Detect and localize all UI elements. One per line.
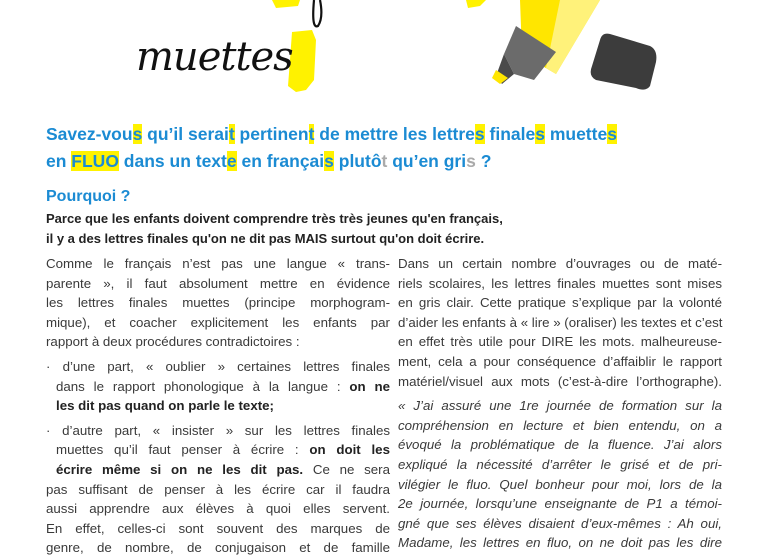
bold-text: on ne (349, 378, 390, 394)
text-line (398, 293, 722, 313)
text-line (398, 372, 722, 392)
text-line (46, 377, 390, 397)
fluo-letter: s (607, 124, 617, 144)
text-segment: en françai (236, 151, 325, 171)
text-line (398, 475, 722, 495)
fluo-letter: s (324, 151, 334, 171)
text-line (46, 480, 390, 500)
text-segment: dans un text (118, 151, 227, 171)
text-segment: muette (544, 124, 608, 144)
text-segment: genre, de nombre, de conjugaison et de famille (46, 540, 390, 556)
text-segment: de mettre les lettre (314, 124, 475, 144)
lead-line-2: il y a des lettres finales qu'on ne dit pas MAIS surtout qu'on doit écrire. (46, 231, 485, 246)
text-segment: · d’autre part, « insister » sur les lettres finales (46, 422, 390, 438)
text-segment: ? (475, 151, 492, 171)
text-line (46, 313, 390, 333)
text-line (398, 352, 722, 372)
title-line-1 (46, 124, 617, 145)
highlighter-marker-icon (492, 0, 656, 90)
bold-text: écrire même si on ne les dit pas. (56, 461, 304, 477)
section-heading: Pourquoi ? (46, 188, 131, 205)
bold-text: les dit pas quand on parle le texte; (56, 398, 274, 414)
cursive-word-muettes: muettes (136, 34, 293, 80)
text-segment: les lettres finales muettes (principe morphogram- (46, 295, 390, 311)
fluo-letter: FLUO (71, 151, 119, 171)
text-line (46, 421, 390, 441)
text-line (398, 533, 722, 553)
fluo-letter: t (228, 124, 235, 144)
text-line (46, 519, 390, 539)
text-line (398, 396, 722, 416)
text-line (398, 274, 722, 294)
text-segment: compréhension en lecture et bien entendu, on a (398, 417, 722, 433)
text-segment: expliqué la nécessité d’arrêter le grisé et de pri- (398, 456, 722, 472)
text-line (398, 514, 722, 534)
text-segment: parente », il faut absolument mettre en évidence (46, 275, 390, 291)
text-line (46, 396, 390, 416)
fluo-letter: s (132, 124, 143, 144)
text-segment: pas suffisant de penser à les écrire car il faudra (46, 481, 390, 497)
text-segment: riels scolaires, les lettres finales muettes sont mises (398, 275, 722, 291)
text-line (398, 435, 722, 455)
text-line (398, 332, 722, 352)
text-segment: « J’ai assuré une 1re journée de formation sur la (398, 398, 722, 414)
highlighter-smudges (272, 0, 486, 92)
fluo-letter: s (535, 124, 545, 144)
text-segment: Madame, les lettres en fluo, on ne doit pas les dire (398, 535, 722, 551)
text-segment: vilégier le fluo. Quel bonheur pour moi, lors de la (398, 476, 722, 492)
text-segment: matériel/visuel aux mots (c’est-à-dire l’orthographe). (398, 373, 722, 389)
text-line (398, 254, 722, 274)
text-line (46, 538, 390, 558)
text-segment: en effet très utile pour DIRE les mots. malheureuse- (398, 334, 722, 350)
left-column (46, 254, 390, 558)
text-line (46, 460, 390, 480)
text-segment: pertinen (234, 124, 309, 144)
text-segment: mique), et coacher explicitement les enfants par (46, 314, 390, 330)
text-line (398, 416, 722, 436)
hero-illustration (0, 0, 768, 110)
grey-letter: t (381, 151, 388, 171)
right-column (398, 254, 722, 553)
text-segment: En effet, celles-ci sont souvent des marques de (46, 520, 390, 536)
text-segment: évoqué la problématique de la fluence. J’ai alors (398, 437, 722, 453)
grey-letter: s (466, 151, 476, 171)
text-line (46, 254, 390, 274)
bold-text: on doit les (309, 442, 390, 458)
text-segment: Savez-vou (46, 124, 133, 144)
text-line (46, 293, 390, 313)
text-segment: ment, cela a pour conséquence d’affaiblir le rapport (398, 353, 722, 369)
text-line (46, 274, 390, 294)
text-segment: Dans un certain nombre d’ouvrages ou de maté- (398, 256, 722, 271)
text-segment: en (46, 151, 72, 171)
text-segment: qu’en gri (387, 151, 467, 171)
text-segment: d’aider les enfants à « lire » (oraliser) les textes et c’est (398, 314, 723, 330)
text-segment: · d’une part, « oublier » certaines lettres finales (46, 358, 390, 374)
text-line (46, 499, 390, 519)
text-segment: aussi apprendre aux élèves à quoi elles servent. (46, 501, 390, 517)
title-line-2 (46, 151, 491, 172)
text-segment: en gris clair. Cette pratique s’explique par la volonté (398, 295, 722, 311)
lead-line-1: Parce que les enfants doivent comprendre très très jeunes qu'en français, (46, 211, 503, 226)
fluo-letter: s (474, 124, 485, 144)
text-segment: 2e journée, lorsqu’une enseignante de P1 a témoi- (398, 496, 722, 512)
text-segment: plutô (333, 151, 382, 171)
text-line (46, 357, 390, 377)
text-line (398, 455, 722, 475)
fluo-letter: t (308, 124, 315, 144)
text-segment: qu’il serai (142, 124, 229, 144)
fluo-letter: e (226, 151, 237, 171)
text-segment: dans le rapport phonologique à la langue : (56, 378, 350, 394)
text-segment: rapport à deux procédures contradictoires : (46, 334, 300, 350)
cursive-f-stroke (313, 0, 321, 26)
text-segment: gné que ses élèves disaient d’eux-mêmes : Ah oui, (398, 515, 722, 531)
text-segment: muettes qu’il faut penser à écrire : (56, 442, 310, 458)
text-segment: Comme le français n’est pas une langue « trans- (46, 256, 390, 271)
text-segment: finale (484, 124, 536, 144)
text-line (398, 494, 722, 514)
text-line (46, 332, 390, 352)
text-segment: Ce ne sera (303, 461, 390, 477)
text-line (46, 440, 390, 460)
text-line (398, 313, 722, 333)
